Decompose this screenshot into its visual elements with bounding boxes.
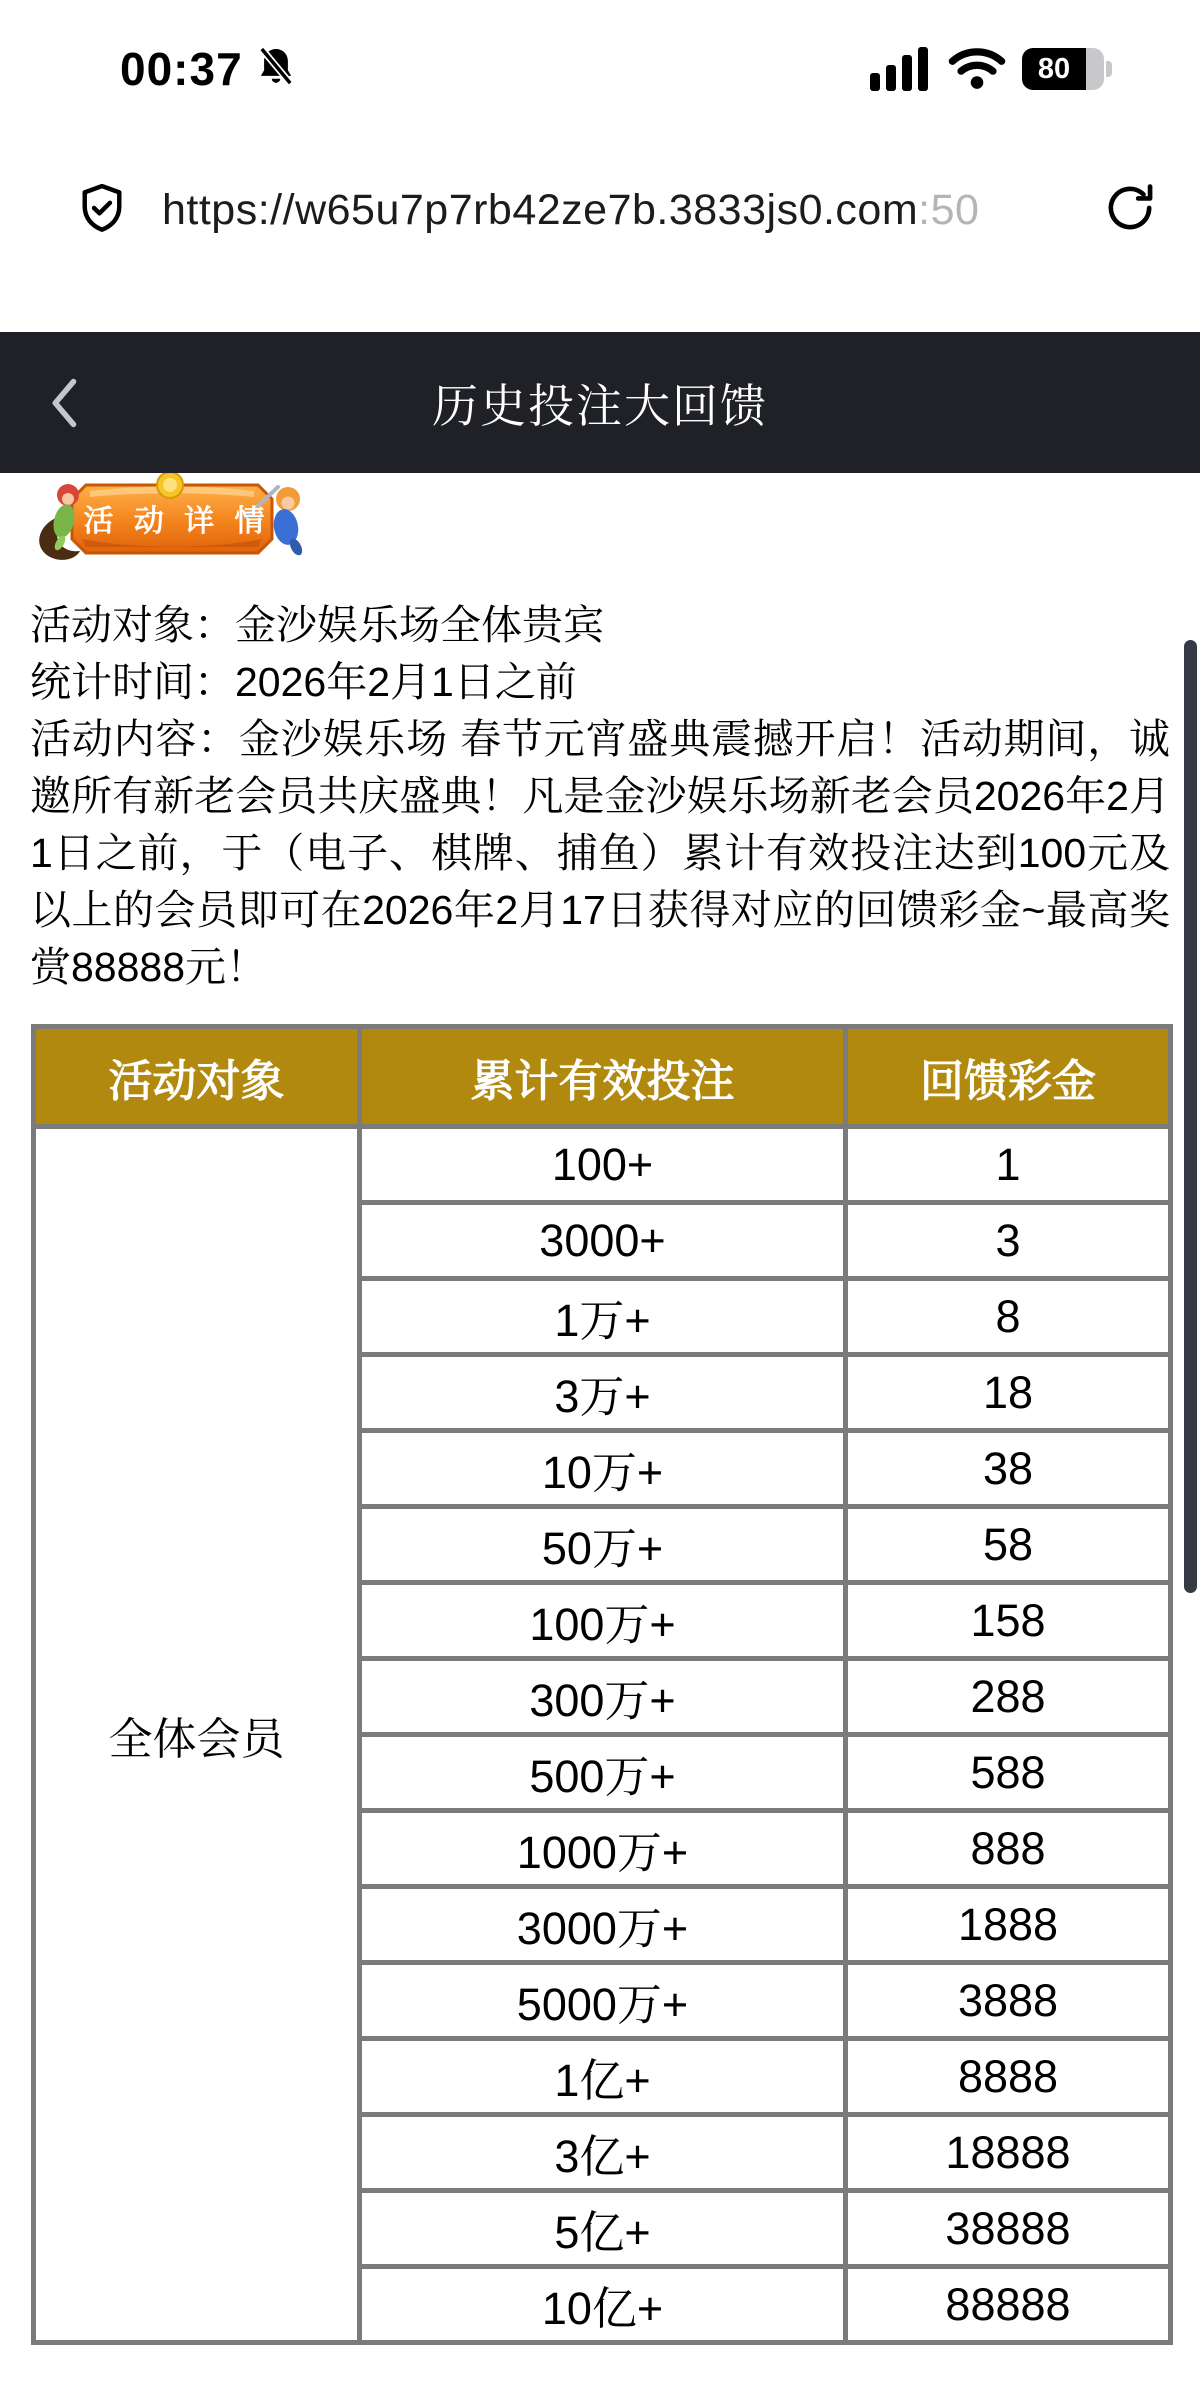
url-input[interactable] (162, 186, 1082, 235)
bet-amount-cell: 1亿+ (360, 2039, 846, 2115)
bet-amount-cell: 5亿+ (360, 2191, 846, 2267)
bell-slash-icon (253, 44, 299, 95)
page-header (0, 332, 1200, 473)
browser-url-bar (0, 120, 1200, 300)
bet-amount-cell: 1000万+ (360, 1811, 846, 1887)
table-row (34, 1127, 1171, 1203)
clock-time: 00:37 (120, 43, 243, 95)
activity-details (30, 597, 1170, 996)
signal-bars-icon (870, 47, 932, 91)
bet-amount-cell: 50万+ (360, 1507, 846, 1583)
bonus-amount-cell: 1 (846, 1127, 1171, 1203)
bet-amount-cell: 100万+ (360, 1583, 846, 1659)
bet-amount-cell: 3000万+ (360, 1887, 846, 1963)
activity-content-paragraph: 活动内容：金沙娱乐场 春节元宵盛典震撼开启！活动期间，诚邀所有新老会员共庆盛典！凡是金沙娱乐场新老会员2026年2月1日之前，于（电子、棋牌、捕鱼）累计有效投注达到100元及以上的会员即可在2026年2月17日获得对应的回馈彩金~最高奖赏88888元！ (30, 716, 1170, 990)
bet-amount-cell: 100+ (360, 1127, 846, 1203)
page-title: 历史投注大回馈 (432, 379, 768, 432)
header-activity-target: 活动对象 (34, 1027, 360, 1127)
refresh-icon[interactable] (1102, 180, 1158, 241)
activity-banner-image (20, 473, 1200, 573)
bet-amount-cell: 10亿+ (360, 2267, 846, 2343)
bet-amount-cell: 10万+ (360, 1431, 846, 1507)
bet-amount-cell: 500万+ (360, 1735, 846, 1811)
battery-percent: 80 (1022, 48, 1086, 90)
battery-icon (1022, 48, 1112, 90)
bonus-amount-cell: 288 (846, 1659, 1171, 1735)
bonus-amount-cell: 588 (846, 1735, 1171, 1811)
bonus-amount-cell: 1888 (846, 1887, 1171, 1963)
stat-time-line: 统计时间：2026年2月1日之前 (30, 659, 577, 705)
bonus-amount-cell: 88888 (846, 2267, 1171, 2343)
bonus-amount-cell: 158 (846, 1583, 1171, 1659)
bet-amount-cell: 3万+ (360, 1355, 846, 1431)
bet-amount-cell: 300万+ (360, 1659, 846, 1735)
banner-label: 活 动 详 情 (83, 505, 271, 538)
bonus-amount-cell: 8888 (846, 2039, 1171, 2115)
bet-amount-cell: 3000+ (360, 1203, 846, 1279)
spacer (0, 300, 1200, 332)
activity-target-line: 活动对象：金沙娱乐场全体贵宾 (30, 602, 604, 648)
status-bar (0, 0, 1200, 120)
url-port: :50 (918, 185, 980, 234)
back-button[interactable] (36, 368, 96, 438)
shield-check-icon[interactable] (74, 180, 130, 241)
header-cumulative-bet: 累计有效投注 (360, 1027, 846, 1127)
bonus-amount-cell: 58 (846, 1507, 1171, 1583)
bonus-amount-cell: 8 (846, 1279, 1171, 1355)
bonus-amount-cell: 38 (846, 1431, 1171, 1507)
bet-amount-cell: 3亿+ (360, 2115, 846, 2191)
bonus-amount-cell: 18888 (846, 2115, 1171, 2191)
header-rebate-bonus: 回馈彩金 (846, 1027, 1171, 1127)
rebate-table (31, 1024, 1173, 2345)
bonus-amount-cell: 38888 (846, 2191, 1171, 2267)
member-group-cell: 全体会员 (34, 1127, 360, 2343)
bonus-amount-cell: 3888 (846, 1963, 1171, 2039)
bonus-amount-cell: 18 (846, 1355, 1171, 1431)
table-header-row (34, 1027, 1171, 1127)
wifi-icon (948, 47, 1006, 91)
bet-amount-cell: 1万+ (360, 1279, 846, 1355)
scrollbar-thumb[interactable] (1184, 640, 1197, 1593)
url-main: https://w65u7p7rb42ze7b.3833js0.com (162, 185, 919, 234)
bonus-amount-cell: 888 (846, 1811, 1171, 1887)
bet-amount-cell: 5000万+ (360, 1963, 846, 2039)
bonus-amount-cell: 3 (846, 1203, 1171, 1279)
